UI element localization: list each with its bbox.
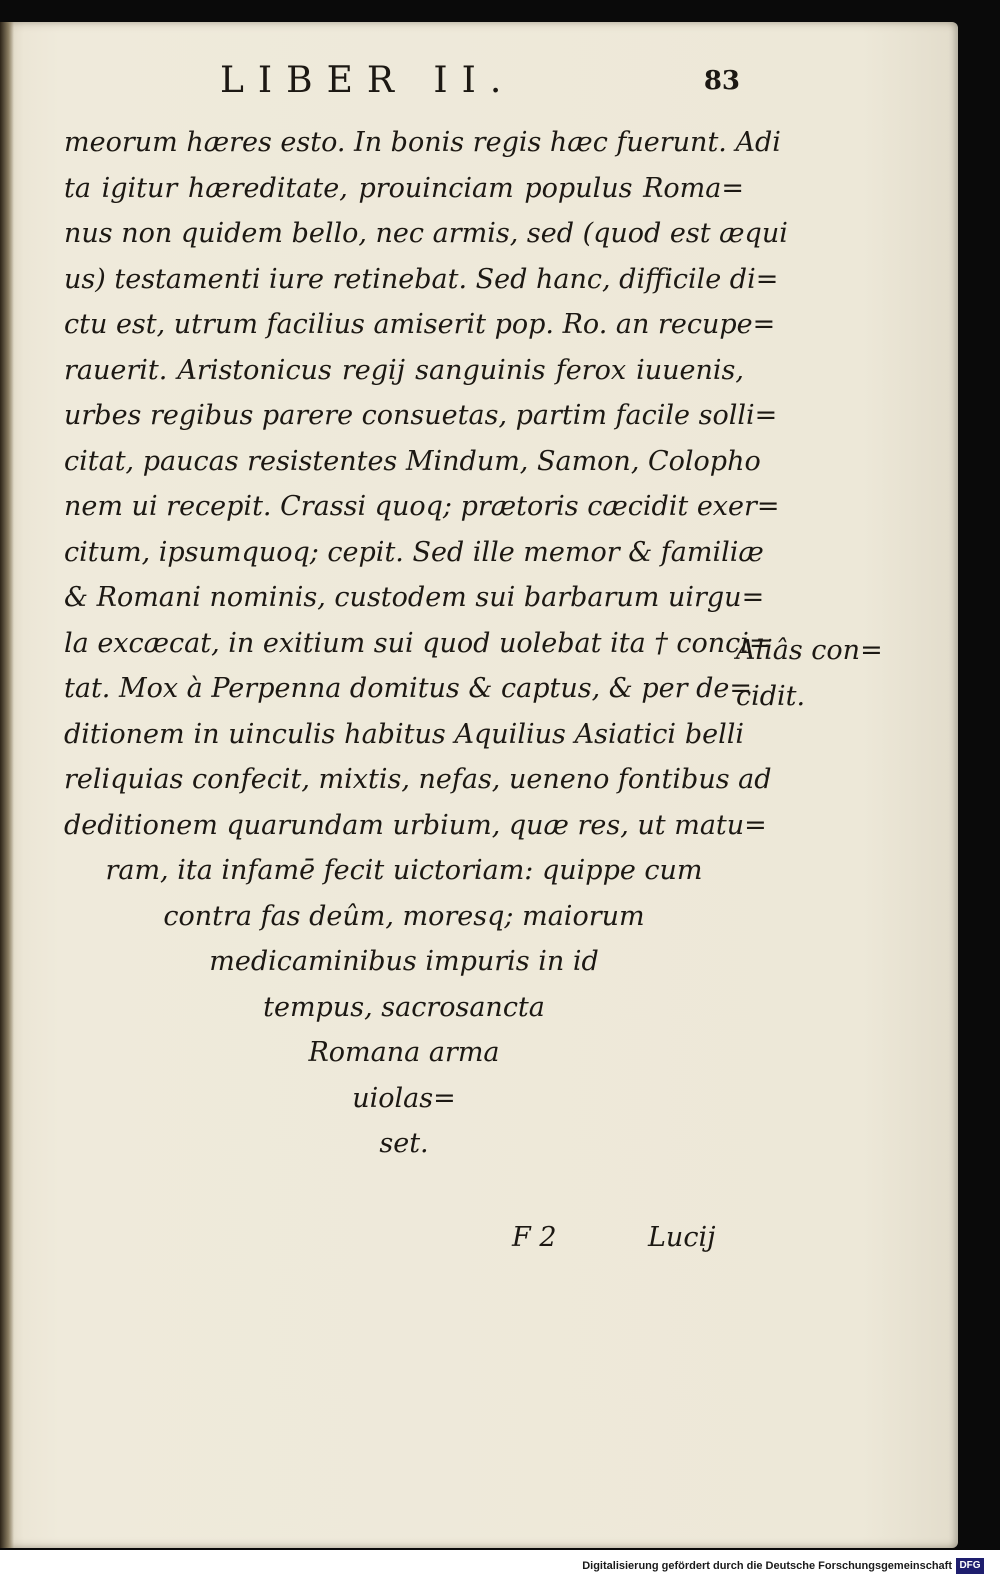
tail-line: contra fas deûm, moresq; maiorum [163,900,645,932]
catchword: Lucij [648,1222,716,1253]
signature-mark: F 2 [512,1222,557,1253]
text-line: citat, paucas resistentes Mindum, Samon, Colopho [64,445,761,477]
text-line: ta igitur hæreditate, prouinciam populus Roma= [64,172,744,204]
text-line: nem ui recepit. Crassi quoq; prætoris cæcidit exer= [64,491,780,522]
text-line: meorum hæres esto. In bonis regis hæc fuerunt. Adi [64,127,781,158]
running-title: LIBER II. [220,60,516,101]
page-gutter [0,22,14,1548]
credit-text: Digitalisierung gefördert durch die Deutsche Forschungsgemeinschaft [582,1560,952,1572]
text-line: deditionem quarundam urbium, quæ res, ut matu= [64,809,767,841]
marginal-note-line: cidit. [736,680,806,712]
text-line: nus non quidem bello, nec armis, sed (quod est æqui [64,218,788,249]
text-line: us) testamenti iure retinebat. Sed hanc, difficile di= [64,263,779,295]
folio-number: 83 [703,66,740,96]
dfg-logo: DFG [956,1558,984,1574]
text-line: ctu est, utrum facilius amiserit pop. Ro. an recupe= [64,309,776,340]
text-line: reliquias confecit, mixtis, nefas, ueneno fontibus ad [64,764,772,795]
tail-line: ram, ita infamē fecit uictoriam: quippe cum [105,855,703,886]
text-line: ditionem in uinculis habitus Aquilius Asiatici belli [64,718,744,750]
tail-line: tempus, sacrosancta [263,991,545,1023]
text-line: tat. Mox à Perpenna domitus & captus, & per de= [64,673,752,704]
text-line: citum, ipsumquoq; cepit. Sed ille memor & familiæ [64,536,764,568]
page-header [220,60,740,116]
tail-line: medicaminibus impuris in id [209,946,599,977]
tail-line: Romana arma [308,1037,500,1068]
marginal-note [736,628,896,719]
text-line: rauerit. Aristonicus regij sanguinis ferox iuuenis, [64,354,744,386]
digitization-credit-bar [0,1550,1000,1584]
tail-line: uiolas= [352,1082,456,1114]
main-text-block [64,120,788,1167]
tail-line: set. [379,1128,429,1159]
text-line: & Romani nominis, custodem sui barbarum uirgu= [64,582,765,613]
marginal-note-line: Aliâs con= [736,635,883,666]
text-line: la excæcat, in exitium sui quod uolebat ita † conci= [64,627,772,659]
text-line: urbes regibus parere consuetas, partim facile solli= [64,400,778,431]
